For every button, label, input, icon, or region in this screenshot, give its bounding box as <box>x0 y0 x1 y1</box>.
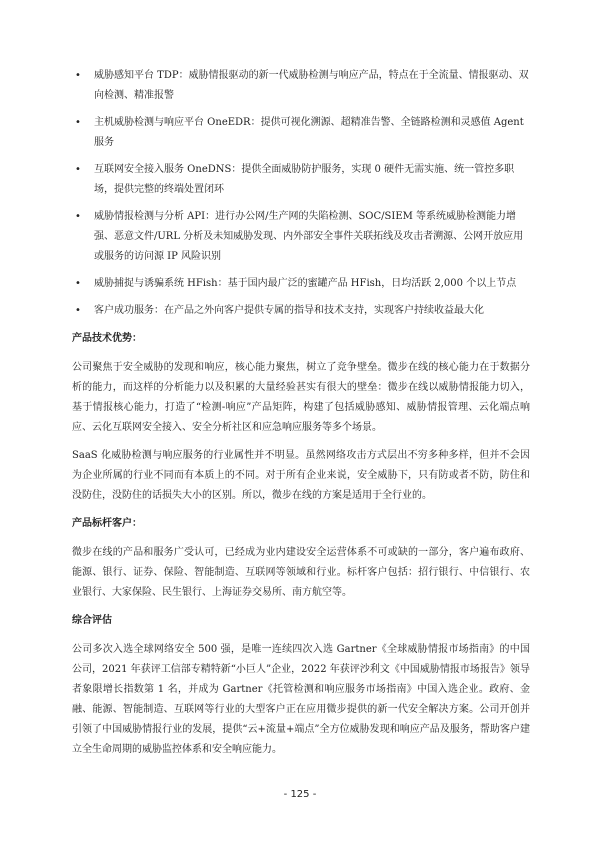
section-heading-evaluation: 综合评估 <box>72 615 112 626</box>
list-item-text: 主机威胁检测与响应平台 OneEDR：提供可视化溯源、超精准告警、全链路检测和灵感值 Agent 服务 <box>94 117 524 148</box>
paragraph: 公司聚焦于安全威胁的发现和响应，核心能力聚焦，树立了竞争壁垒。微步在线的核心能力在于数据分析的能力，而这样的分析能力以及积累的大量经验甚实有很大的壁垒：微步在线以威胁情报能力切入，基于情报核心能力，打造了“检测-响应”产品矩阵，构建了包括威胁感知、威胁情报管理、云化端点响应、云化互联网安全接入、安全分析社区和应急响应服务等多个场景。 <box>72 362 530 433</box>
paragraph: SaaS 化威胁检测与响应服务的行业属性并不明显。虽然网络攻击方式层出不穷多种多样，但并不会因为企业所属的行业不同而有本质上的不同。对于所有企业来说，安全威胁下，只有防或者不防，防住和没防住，没防住的话损失大小的区别。所以，微步在线的方案是适用于全行业的。 <box>72 450 530 501</box>
section-heading-customers: 产品标杆客户： <box>72 518 142 529</box>
list-item-text: 互联网安全接入服务 OneDNS：提供全面威胁防护服务，实现 0 硬件无需实施、统一管控多职场，提供完整的终端处置闭环 <box>94 164 515 195</box>
list-item <box>72 301 530 321</box>
list-item-text: 威胁捕捉与诱骗系统 HFish：基于国内最广泛的蜜罐产品 HFish，日均活跃 2,000 个以上节点 <box>94 278 517 289</box>
bullet-icon: • <box>75 117 81 128</box>
list-item <box>72 66 530 106</box>
bullet-icon: • <box>75 211 81 222</box>
paragraph: 微步在线的产品和服务广受认可，已经成为业内建设安全运营体系不可或缺的一部分，客户遍布政府、能源、银行、证券、保险、智能制造、互联网等领域和行业。标杆客户包括：招行银行、中信银行、农业银行、大家保险、民生银行、上海证券交易所、南方航空等。 <box>72 547 530 598</box>
list-item <box>72 113 530 153</box>
list-item-text: 威胁感知平台 TDP：威胁情报驱动的新一代威胁检测与响应产品，特点在于全流量、情报驱动、双向检测、精准报警 <box>94 70 529 101</box>
product-list <box>72 66 530 321</box>
list-item-text: 客户成功服务：在产品之外向客户提供专属的指导和技术支持，实现客户持续收益最大化 <box>94 305 484 316</box>
page-number: - 125 - <box>283 789 317 800</box>
section-heading-tech-advantage: 产品技术优势： <box>72 333 142 344</box>
list-item-text: 威胁情报检测与分析 API：进行办公网/生产网的失陷检测、SOC/SIEM 等系统威胁检测能力增强、恶意文件/URL 分析及未知威胁发现、内外部安全事件关联拓线及攻击者溯源、公网开放应用或服务的访问源 IP 风险识别 <box>94 211 524 262</box>
list-item <box>72 207 530 267</box>
bullet-icon: • <box>75 278 81 289</box>
page-content <box>72 66 530 768</box>
bullet-icon: • <box>75 305 81 316</box>
paragraph: 公司多次入选全球网络安全 500 强，是唯一连续四次入选 Gartner《全球威胁情报市场指南》的中国公司，2021 年获评工信部专精特新“小巨人”企业，2022 年获评沙利文《中国威胁情报市场报告》领导者象限增长指数第 1 名，并成为 Gartner《托管检测和响应服务市场指南》中国入选企业。政府、金融、能源、智能制造、互联网等行业的大型客户正在应用微步提供的新一代安全解决方案。公司开创并引领了中国威胁情报行业的发展，提供“云+流量+端点”全方位威胁发现和响应产品及服务，帮助客户建立全生命周期的威胁监控体系和安全响应能力。 <box>72 644 530 755</box>
list-item <box>72 274 530 294</box>
bullet-icon: • <box>75 70 81 81</box>
bullet-icon: • <box>75 164 81 175</box>
list-item <box>72 160 530 200</box>
